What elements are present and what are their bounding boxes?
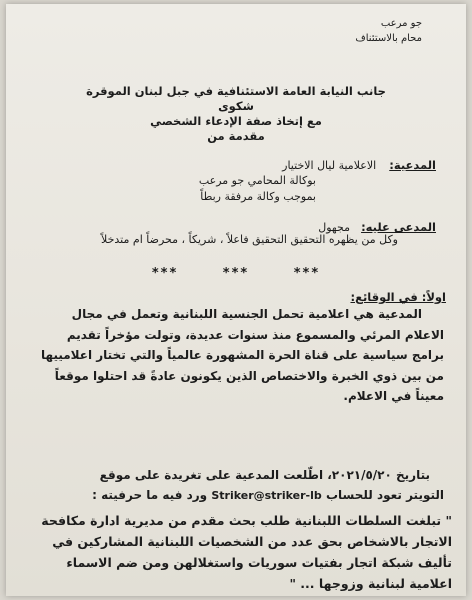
defendant-label: المدعى عليه:: [361, 220, 436, 234]
facts-line: من بين ذوي الخبرة والاختصاص الذين يكونون عادةً قد احتلوا موقعاً: [54, 368, 444, 383]
tweet-quote: [12, 510, 452, 594]
quote-line: الاتجار بالاشخاص بحق عدد من الشخصيات اللبنانية المشاركين في: [52, 534, 452, 549]
complaint-page: [6, 4, 466, 596]
defendant-value: مجهول: [318, 221, 350, 234]
defendant-line-2: وكل من يظهره التحقيق التحقيق فاعلاً ، شريكاً ، محرضاً ام متدخلاً: [101, 233, 398, 246]
separator-stars: *** *** ***: [151, 266, 321, 281]
quote-line: " تبلغت السلطات اللبنانية طلب بحث مقدم من مديرية ادارة مكافحة: [41, 513, 452, 528]
facts-line: برامج سياسية على قناة الحرة المشهورة عالمياً والتي تختار اعلامييها: [41, 348, 444, 362]
plaintiff-value: الاعلامية ليال الاختيار: [282, 159, 377, 172]
tweet-line-2-end: ورد فيه ما حرفيته :: [92, 488, 208, 502]
lawyer-name: جو مرعب: [380, 18, 422, 29]
lawyer-role: محام بالاستئناف: [355, 33, 422, 44]
facts-line: معيناً في الاعلام.: [343, 389, 444, 403]
facts-heading: اولاً: في الوقائع:: [350, 290, 446, 304]
tweet-line-2: [28, 488, 444, 502]
facts-line: الاعلام المرئي والمسموع منذ سنوات عديدة، وتولت مؤخراً تقديم: [66, 327, 444, 342]
plaintiff-counsel: بوكالة المحامي جو مرعب: [198, 174, 316, 187]
lawyer-header: [355, 16, 422, 46]
quote-line: تأليف شبكة اتجار بفتيات سوريات واستغلالهن ومن ضم الاسماء: [66, 555, 452, 570]
title-line-4: مقدمة من: [207, 129, 265, 143]
plaintiff-label: المدعية:: [389, 158, 436, 172]
title-line-3: مع إتخاذ صفة الإدعاء الشخصي: [150, 114, 322, 128]
facts-paragraph: [28, 304, 444, 407]
facts-line: المدعية هي اعلامية تحمل الجنسية اللبنانية وتعمل في مجال: [71, 307, 422, 321]
quote-line: اعلامية لبنانية وزوجها ... ": [289, 576, 452, 591]
title-line-2: شكوى: [218, 99, 254, 113]
tweet-line-2-start: التويتر تعود للحساب: [325, 488, 444, 502]
title-block: [6, 84, 466, 144]
plaintiff-attached: بموجب وكالة مرفقة ربطاً: [200, 190, 316, 203]
plaintiff-row: [282, 154, 436, 173]
tweet-intro: [28, 468, 444, 502]
title-line-1: جانب النيابة العامة الاستئنافية في جبل لبنان الموقرة: [86, 84, 386, 98]
twitter-account: Striker@striker-lb: [211, 489, 322, 502]
tweet-line-1: بتاريخ ٢٠٢١/٥/٢٠، اطّلعت المدعية على تغريدة على موقع: [99, 468, 430, 482]
